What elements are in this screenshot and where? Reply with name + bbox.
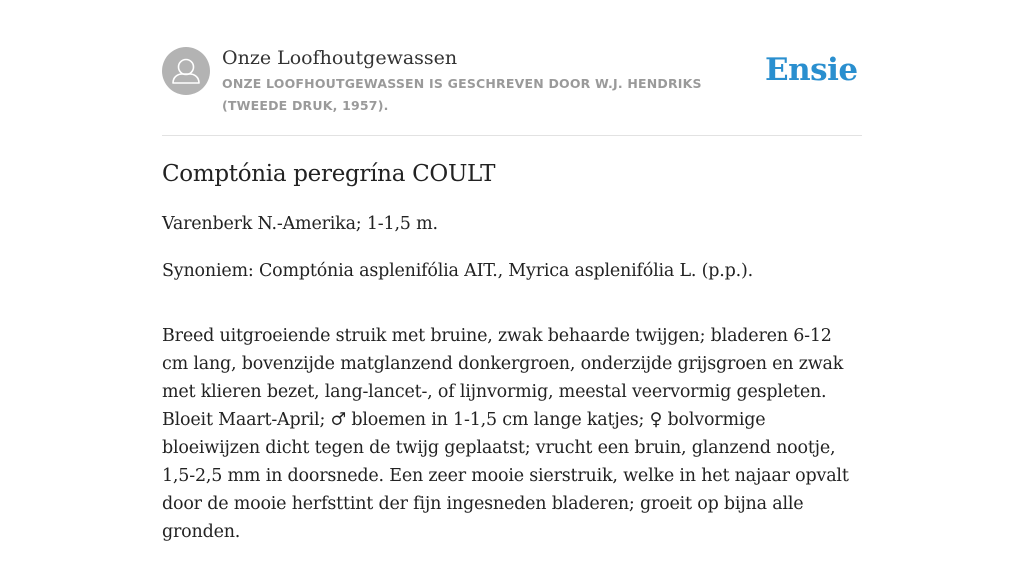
user-silhouette-icon [162,47,210,95]
source-header [162,46,862,116]
article-title: Comptónia peregrína COULT [162,161,496,187]
user-icon[interactable] [162,47,210,95]
source-subtitle: ONZE LOOFHOUTGEWASSEN IS GESCHREVEN DOOR W.J. HENDRIKS (TWEEDE DRUK, 1957). [222,76,702,113]
article-paragraph-origin: Varenberk N.-Amerika; 1-1,5 m. [162,214,438,234]
article-paragraph-synonyms: Synoniem: Comptónia asplenifólia AIT., Myrica asplenifólia L. (p.p.). [162,261,753,281]
article-paragraph-description: Breed uitgroeiende struik met bruine, zwak behaarde twijgen; bladeren 6-12 cm lang, bovenzijde matglanzend donkergroen, onderzijde grijsgroen en zwak met klieren bezet, lang-lancet-, of lijnvormig, meestal veervormig gespleten. Bloeit Maart-April; ♂ bloemen in 1-1,5 cm lange katjes; ♀ bolvormige bloeiwijzen dicht tegen de twijg geplaatst; vrucht een bruin, glanzend nootje, 1,5-2,5 mm in doorsnede. Een zeer mooie sierstruik, welke in het najaar opvalt door de mooie herfsttint der fijn ingesneden bladeren; groeit op bijna alle gronden. [162,326,849,542]
source-title[interactable]: Onze Loofhoutgewassen [222,47,458,69]
header-divider [162,135,862,136]
ensie-logo[interactable]: Ensie [765,52,858,88]
article [162,158,862,565]
